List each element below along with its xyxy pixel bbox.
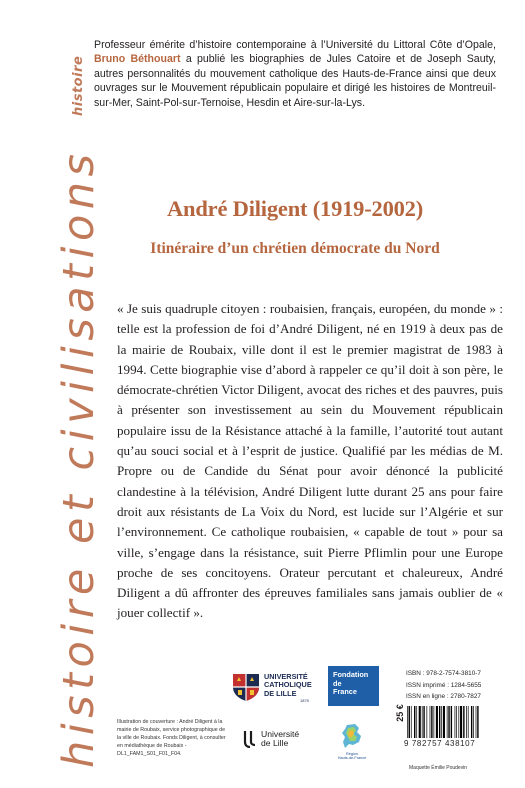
- barcode-bar: [463, 706, 464, 738]
- author-name: Bruno Béthouart: [94, 53, 181, 66]
- ucl-crest-icon: [230, 672, 262, 702]
- fdf-line-2: de: [333, 678, 342, 688]
- barcode-bar: [407, 706, 408, 738]
- barcode-bar: [451, 706, 452, 738]
- barcode-bar: [455, 706, 456, 738]
- barcode-bar: [441, 706, 442, 738]
- hdf-caption: [333, 752, 371, 761]
- barcode-bar: [434, 706, 435, 738]
- barcode-bar: [476, 706, 477, 738]
- barcode-bar: [419, 706, 421, 738]
- series-subtitle: histoire: [71, 55, 86, 116]
- barcode: [406, 706, 502, 738]
- barcode-bar: [471, 706, 472, 738]
- ucl-line-1: UNIVERSITÉ: [264, 672, 308, 681]
- barcode-bar: [456, 706, 457, 738]
- barcode-bar: [409, 706, 410, 738]
- hauts-de-france-logo: [333, 722, 371, 760]
- barcode-bar: [468, 706, 469, 738]
- isbn-lines: [406, 668, 481, 703]
- barcode-bar: [416, 706, 417, 738]
- ucl-name: [264, 673, 312, 698]
- designer-credit: Maquette Émilie Poudevin: [409, 765, 468, 771]
- bio-text-start: Professeur émérite d’histoire contemporaine à l’Université du Littoral Côte d’Opale,: [94, 39, 496, 51]
- barcode-bar: [411, 706, 412, 738]
- barcode-bar: [447, 706, 448, 738]
- hdf-line-2: Hauts-de-France: [337, 756, 367, 761]
- hdf-map-icon: [333, 722, 371, 752]
- back-cover-blurb: « Je suis quadruple citoyen : roubaisien, français, européen, du monde » : telle est la profession de foi d’André Diligent, né en 1919 à deux pas de la mairie de Roubaix, ville dont il est le premier magistrat de 1983 à 1994. Cette biographie vise d’abord à rappeler ce qu’il doit à son père, le démocrate-chrétien Victor Diligent, avocat des riches et des pauvres, puis à présenter son investissement au sein du Mouvement républicain populaire issu de la Résistance attaché à la famille, l’autorité tout autant qu’au souci social et à l’esprit de justice. Qualifié par les médias de M. Propre ou de Candide du Sénat pour avoir dénoncé la publicité clandestine à la télévision, André Diligent lutte durant 25 ans pour faire droit aux résistants de La Voix du Nord, est lucide sur l’Algérie et sur l’environnement. Ce catholique roubaisien, « capable de tout » pour sa ville, s’engage dans la résistance, suit Pierre Pflimlin pour une Europe proche de ses concitoyens. Orateur percutant et chaleureux, André Diligent a dû affronter des épreuves familiales sans jamais oublier de « jouer collectif ».: [117, 301, 503, 621]
- udl-mark-icon: [243, 730, 257, 748]
- barcode-bar: [430, 706, 431, 738]
- hdf-line-1: Région: [345, 752, 359, 756]
- ucl-line-2: CATHOLIQUE: [264, 680, 312, 690]
- bio-text-end: a publié les biographies de Jules Catoire et de Joseph Sauty, autres personnalités du mouvement catholique des Hauts-de-France ainsi que deux ouvrages sur le Mouvement républicain populaire et dirigé les histoires de Montreuil-sur-Mer, Saint-Pol-sur-Ternoise, Hesdin et Aire-sur-la-Lys.: [94, 53, 496, 109]
- barcode-bar: [466, 706, 467, 738]
- author-bio: [94, 38, 496, 110]
- barcode-bar: [443, 706, 445, 738]
- series-title: histoire et civilisations: [54, 148, 104, 768]
- barcode-bar: [448, 706, 449, 738]
- ucl-year: 1875: [300, 698, 309, 703]
- ucl-logo: [230, 670, 314, 706]
- isbn: ISBN : 978-2-7574-3810-7: [406, 670, 481, 677]
- barcode-bar: [458, 706, 459, 738]
- udl-name: [261, 730, 299, 748]
- barcode-bar: [431, 706, 432, 738]
- barcode-bar: [423, 706, 424, 738]
- barcode-bar: [414, 706, 415, 738]
- book-title: André Diligent (1919-2002): [166, 196, 424, 221]
- barcode-bar: [439, 706, 440, 738]
- barcode-bar: [473, 706, 474, 738]
- ucl-line-3: DE LILLE: [264, 688, 297, 698]
- barcode-number: 9 782757 438107: [404, 739, 476, 748]
- barcode-bar: [422, 706, 423, 738]
- barcode-bar: [477, 706, 478, 738]
- series-banner: [4, 0, 104, 788]
- fondation-de-france-logo: [328, 666, 379, 706]
- udl-logo: [243, 727, 315, 751]
- issn-print: ISSN imprimé : 1284-5655: [406, 681, 482, 689]
- fdf-line-1: Fondation: [333, 670, 369, 679]
- udl-line-1: Université: [261, 729, 300, 739]
- barcode-bar: [427, 706, 428, 738]
- book-subtitle: Itinéraire d’un chrétien démocrate du Nord: [150, 240, 440, 257]
- barcode-bar: [436, 706, 438, 738]
- barcode-bar: [460, 706, 462, 738]
- price: 25 €: [394, 704, 405, 722]
- cover-credit: Illustration de couverture : André Diligent à la mairie de Roubaix, service photographique de la ville de Roubaix. Fonds Diligent, à consulter en médiathèque de Roubaix - DL1_FAM1_S01_F01_F04.: [117, 719, 226, 757]
- udl-line-2: de Lille: [261, 738, 289, 748]
- fdf-line-3: France: [333, 687, 357, 697]
- issn-online: ISSN en ligne : 2780-7827: [406, 693, 481, 700]
